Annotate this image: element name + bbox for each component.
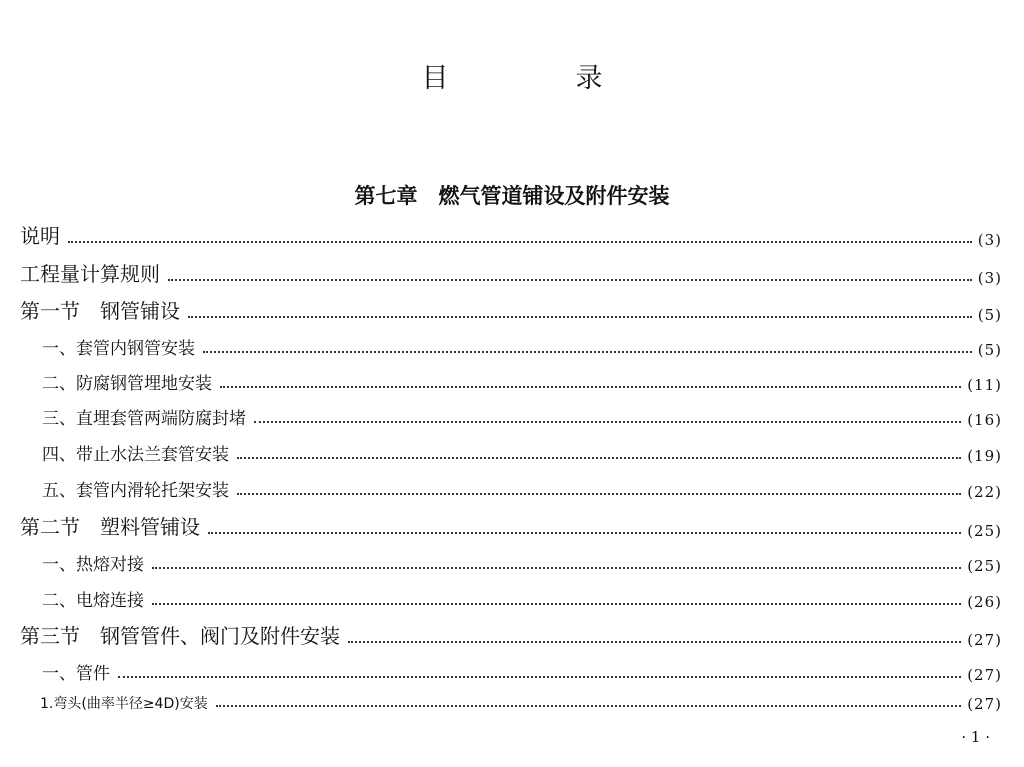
- toc-entry-label: 一、管件: [42, 664, 110, 684]
- toc-entry[interactable]: [20, 258, 1002, 287]
- toc-entry-label: 四、带止水法兰套管安装: [42, 445, 229, 465]
- toc-entry[interactable]: [42, 404, 1002, 429]
- page-number: · 1 ·: [961, 728, 990, 746]
- dot-leader: [203, 351, 972, 353]
- toc-entry-label: 1.弯头(曲率半径≥4D)安装: [40, 696, 208, 712]
- toc-entry[interactable]: [42, 440, 1002, 465]
- toc-entry-label: 二、防腐钢管埋地安装: [42, 374, 212, 394]
- toc-entry-page: (22): [967, 483, 1002, 501]
- chapter-title: 第七章 燃气管道铺设及附件安装: [354, 184, 670, 208]
- dot-leader: [216, 705, 962, 707]
- toc-entry-page: (16): [967, 411, 1002, 429]
- toc-entry-label: 第二节 塑料管铺设: [20, 515, 200, 539]
- dot-leader: [237, 457, 961, 459]
- toc-entry[interactable]: [42, 550, 1002, 575]
- toc-entry[interactable]: [20, 220, 1002, 249]
- dot-leader: [237, 493, 961, 495]
- toc-entry-label: 第一节 钢管铺设: [20, 299, 180, 323]
- toc-entry-page: (19): [967, 447, 1002, 465]
- dot-leader: [152, 603, 961, 605]
- toc-entry-page: (27): [967, 695, 1002, 713]
- toc-entry-page: (3): [977, 231, 1002, 249]
- toc-entry-page: (27): [967, 666, 1002, 684]
- toc-entry[interactable]: [42, 659, 1002, 684]
- dot-leader: [68, 241, 972, 243]
- toc-entry[interactable]: [42, 586, 1002, 611]
- dot-leader: [348, 641, 961, 643]
- toc-entry-label: 工程量计算规则: [20, 262, 160, 286]
- toc-entry[interactable]: [20, 511, 1002, 540]
- toc-entry[interactable]: [20, 620, 1002, 649]
- toc-entry-page: (5): [977, 306, 1002, 324]
- toc-entry-page: (25): [967, 557, 1002, 575]
- page-title: 目 录: [421, 63, 653, 94]
- toc-entry[interactable]: [40, 693, 1002, 713]
- toc-entry-label: 说明: [20, 224, 60, 248]
- toc-entry-page: (5): [977, 341, 1002, 359]
- dot-leader: [168, 279, 972, 281]
- dot-leader: [118, 676, 961, 678]
- toc-entry-label: 一、套管内钢管安装: [42, 339, 195, 359]
- toc-entry-label: 一、热熔对接: [42, 555, 144, 575]
- toc-entry-label: 第三节 钢管管件、阀门及附件安装: [20, 624, 340, 648]
- toc-entry-page: (27): [967, 631, 1002, 649]
- toc-entry-label: 五、套管内滑轮托架安装: [42, 481, 229, 501]
- toc-entry-page: (26): [967, 593, 1002, 611]
- toc-entry-label: 二、电熔连接: [42, 591, 144, 611]
- dot-leader: [220, 386, 961, 388]
- toc-entry-page: (11): [967, 376, 1002, 394]
- dot-leader: [254, 421, 961, 423]
- toc-entry[interactable]: [42, 369, 1002, 394]
- dot-leader: [188, 316, 972, 318]
- dot-leader: [208, 532, 961, 534]
- toc-entry[interactable]: [42, 334, 1002, 359]
- toc-entry-label: 三、直埋套管两端防腐封堵: [42, 409, 246, 429]
- toc-entry-page: (25): [967, 522, 1002, 540]
- toc-entry-page: (3): [977, 269, 1002, 287]
- dot-leader: [152, 567, 961, 569]
- toc-entry[interactable]: [20, 295, 1002, 324]
- toc-entry[interactable]: [42, 476, 1002, 501]
